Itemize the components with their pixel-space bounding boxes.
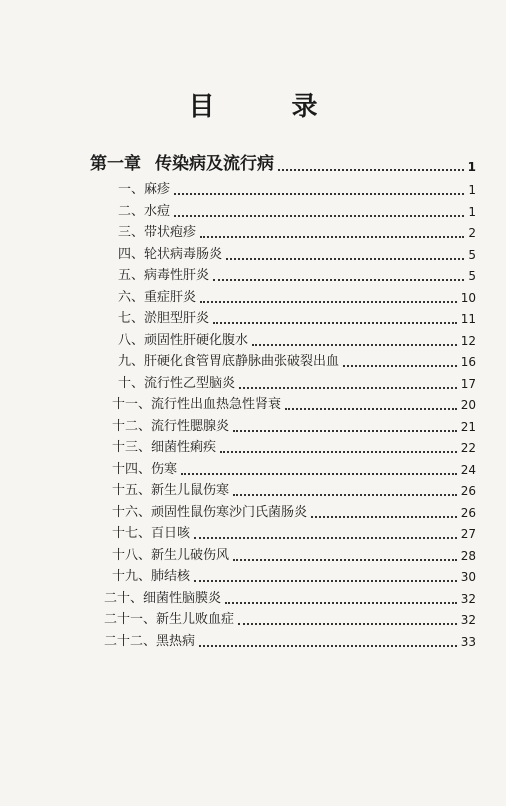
toc-entry-label: 十九、肺结核 <box>112 569 191 584</box>
toc-entry <box>118 350 476 370</box>
toc-entry-page: 27 <box>460 527 476 541</box>
toc-entry-label: 二十二、黑热病 <box>104 633 196 649</box>
leader-dots <box>343 365 457 367</box>
toc-entry-label: 十一、流行性出血热急性肾衰 <box>112 397 282 412</box>
toc-entry-page: 17 <box>460 376 476 391</box>
toc-entry-page: 10 <box>460 290 476 305</box>
toc-entry-page: 28 <box>460 548 476 563</box>
toc-entry <box>104 587 476 607</box>
toc-entry-label: 十、流行性乙型脑炎 <box>118 375 236 391</box>
toc-entry-label: 九、肝硬化食管胃底静脉曲张破裂出血 <box>118 354 340 369</box>
toc-entry-page: 20 <box>460 398 476 412</box>
toc-entry-page: 1 <box>468 204 476 219</box>
toc-entry-page: 21 <box>460 419 476 434</box>
leader-dots <box>311 516 457 518</box>
toc-entry-label: 七、淤胆型肝炎 <box>118 311 210 326</box>
toc-entry <box>112 522 476 542</box>
toc-entry <box>118 243 476 263</box>
toc-entry <box>118 372 476 392</box>
toc-entry-label: 二十一、新生儿败血症 <box>104 612 235 627</box>
chapter-number: 第一章 <box>90 154 141 174</box>
leader-dots <box>200 236 464 238</box>
toc-entry-page: 5 <box>468 247 476 262</box>
leader-dots <box>199 645 457 647</box>
toc-entry-page: 22 <box>460 441 476 455</box>
toc-entry-page: 32 <box>460 591 476 606</box>
leader-dots <box>225 602 457 604</box>
toc-entry-label: 六、重症肝炎 <box>118 289 197 305</box>
toc-entry-label: 四、轮状病毒肠炎 <box>118 246 223 262</box>
chapter-title: 传染病及流行病 <box>155 154 274 174</box>
toc-entry-label: 十七、百日咳 <box>112 526 191 541</box>
toc-entry-page: 30 <box>460 570 476 584</box>
toc-entry <box>118 286 476 306</box>
toc-entry-label: 二十、细菌性脑膜炎 <box>104 590 222 606</box>
toc-entry-page: 5 <box>468 269 476 283</box>
leader-dots <box>238 623 457 625</box>
leader-dots <box>233 559 457 561</box>
toc-entry <box>112 501 476 521</box>
leader-dots <box>226 258 464 260</box>
leader-dots <box>239 387 457 389</box>
toc-entry-label: 十四、伤寒 <box>112 461 178 477</box>
leader-dots <box>174 215 464 217</box>
chapter-page: 1 <box>467 160 476 174</box>
toc-entry <box>112 544 476 564</box>
toc-entry-label: 十六、顽固性鼠伤寒沙门氏菌肠炎 <box>112 504 308 520</box>
toc-entry-label: 三、带状疱疹 <box>118 225 197 240</box>
toc-entry-label: 八、顽固性肝硬化腹水 <box>118 332 249 348</box>
leader-dots <box>194 537 457 539</box>
leader-dots <box>174 193 464 195</box>
toc-entry <box>112 458 476 478</box>
leader-dots <box>213 279 464 281</box>
toc-entry-page: 12 <box>460 333 476 348</box>
leader-dots <box>213 322 457 324</box>
toc-entry-label: 十二、流行性腮腺炎 <box>112 418 230 434</box>
toc-entry-page: 2 <box>468 226 476 240</box>
leader-dots <box>252 344 457 346</box>
toc-entry-label: 十五、新生儿鼠伤寒 <box>112 483 230 498</box>
toc-entry <box>112 415 476 435</box>
toc-entry-label: 五、病毒性肝炎 <box>118 268 210 283</box>
toc-entry-page: 16 <box>460 355 476 369</box>
toc-entry <box>104 630 476 650</box>
toc-entry <box>118 329 476 349</box>
toc-entry-page: 1 <box>468 183 476 197</box>
toc-entry <box>118 221 476 241</box>
toc-entry-page: 24 <box>460 462 476 477</box>
leader-dots <box>233 494 457 496</box>
toc-entry <box>104 608 476 628</box>
toc-entry <box>112 565 476 585</box>
toc-entry-page: 33 <box>460 634 476 649</box>
leader-dots <box>200 301 457 303</box>
toc-entry <box>112 436 476 456</box>
toc-entry <box>112 393 476 413</box>
leader-dots <box>181 473 457 475</box>
page-title: 目 录 <box>188 92 352 122</box>
chapter-heading <box>90 150 476 174</box>
leader-dots <box>285 408 457 410</box>
toc-entry-label: 十三、细菌性痢疾 <box>112 440 217 455</box>
leader-dots <box>233 430 457 432</box>
toc-entry-page: 11 <box>460 312 476 326</box>
toc-entry-page: 26 <box>460 484 476 498</box>
toc-entry <box>112 479 476 499</box>
toc-entry-page: 32 <box>460 613 476 627</box>
leader-dots <box>278 169 464 171</box>
leader-dots <box>220 451 457 453</box>
toc-entry <box>118 200 476 220</box>
toc-entry <box>118 178 476 198</box>
toc-entry-label: 二、水痘 <box>118 203 171 219</box>
toc-entry <box>118 307 476 327</box>
leader-dots <box>194 580 457 582</box>
toc-entry <box>118 264 476 284</box>
toc-entry-label: 一、麻疹 <box>118 182 171 197</box>
toc-entry-label: 十八、新生儿破伤风 <box>112 547 230 563</box>
toc-entry-page: 26 <box>460 505 476 520</box>
